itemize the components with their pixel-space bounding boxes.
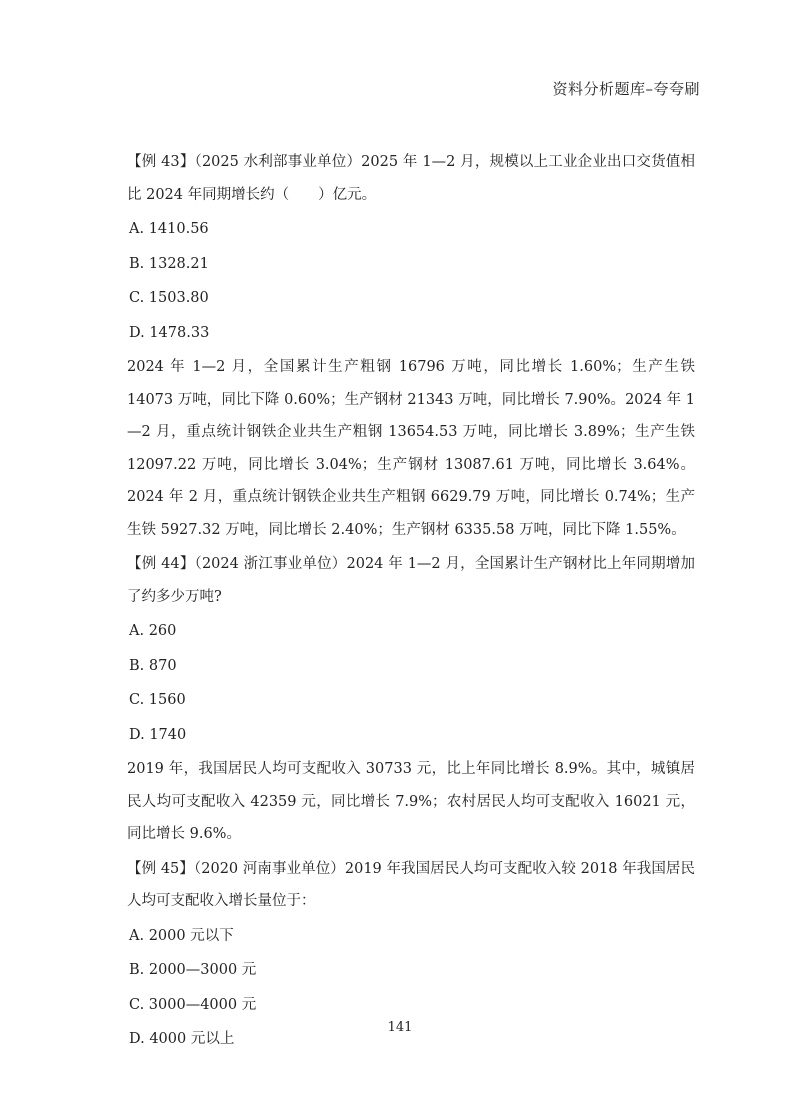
running-header: 资料分析题库–夸夸刷 (552, 80, 700, 98)
question-44-option-b: B. 870 (129, 657, 177, 674)
question-43-stem: 【例 43】（2025 水利部事业单位）2025 年 1—2 月，规模以上工业企业出口交货值相比 2024 年同期增长约（ ）亿元。 (127, 154, 695, 203)
question-45-option-c: C. 3000—4000 元 (129, 996, 257, 1013)
question-43-option-b: B. 1328.21 (129, 255, 209, 272)
question-43-option-a: A. 1410.56 (129, 221, 209, 237)
page-number: 141 (387, 1020, 413, 1035)
question-45-option-b: B. 2000—3000 元 (129, 962, 257, 978)
question-45-stem: 【例 45】（2020 河南事业单位）2019 年我国居民人均可支配收入较 2018 年我国居民人均可支配收入增长量位于： (127, 860, 695, 909)
material-income: 2019 年，我国居民人均可支配收入 30733 元，比上年同比增长 8.9%。其中，城镇居民人均可支配收入 42359 元，同比增长 7.9%；农村居民人均可支配收入 16021 元，同比增长 9.6%。 (127, 761, 695, 842)
question-45-option-a: A. 2000 元以下 (129, 927, 234, 944)
question-43-option-c: C. 1503.80 (129, 290, 209, 306)
question-45-option-d: D. 4000 元以上 (129, 1031, 235, 1047)
question-44-option-a: A. 260 (129, 623, 177, 639)
question-44-stem: 【例 44】（2024 浙江事业单位）2024 年 1—2 月，全国累计生产钢材比上年同期增加了约多少万吨? (127, 556, 695, 605)
page-content (127, 146, 695, 1058)
material-steel-production: 2024 年 1—2 月，全国累计生产粗钢 16796 万吨，同比增长 1.60%；生产生铁 14073 万吨，同比下降 0.60%；生产钢材 21343 万吨，同比增长 7.90%。2024 年 1—2 月，重点统计钢铁企业共生产粗钢 13654.53 万吨，同比增长 3.89%；生产生铁 12097.22 万吨，同比增长 3.04%；生产钢材 13087.61 万吨，同比增长 3.64%。2024 年 2 月，重点统计钢铁企业共生产粗钢 6629.79 万吨，同比增长 0.74%；生产生铁 5927.32 万吨，同比增长 2.40%；生产钢材 6335.58 万吨，同比下降 1.55%。 (127, 359, 695, 538)
question-44-option-c: C. 1560 (129, 692, 186, 708)
question-43-option-d: D. 1478.33 (129, 324, 210, 341)
question-44-option-d: D. 1740 (129, 726, 187, 743)
